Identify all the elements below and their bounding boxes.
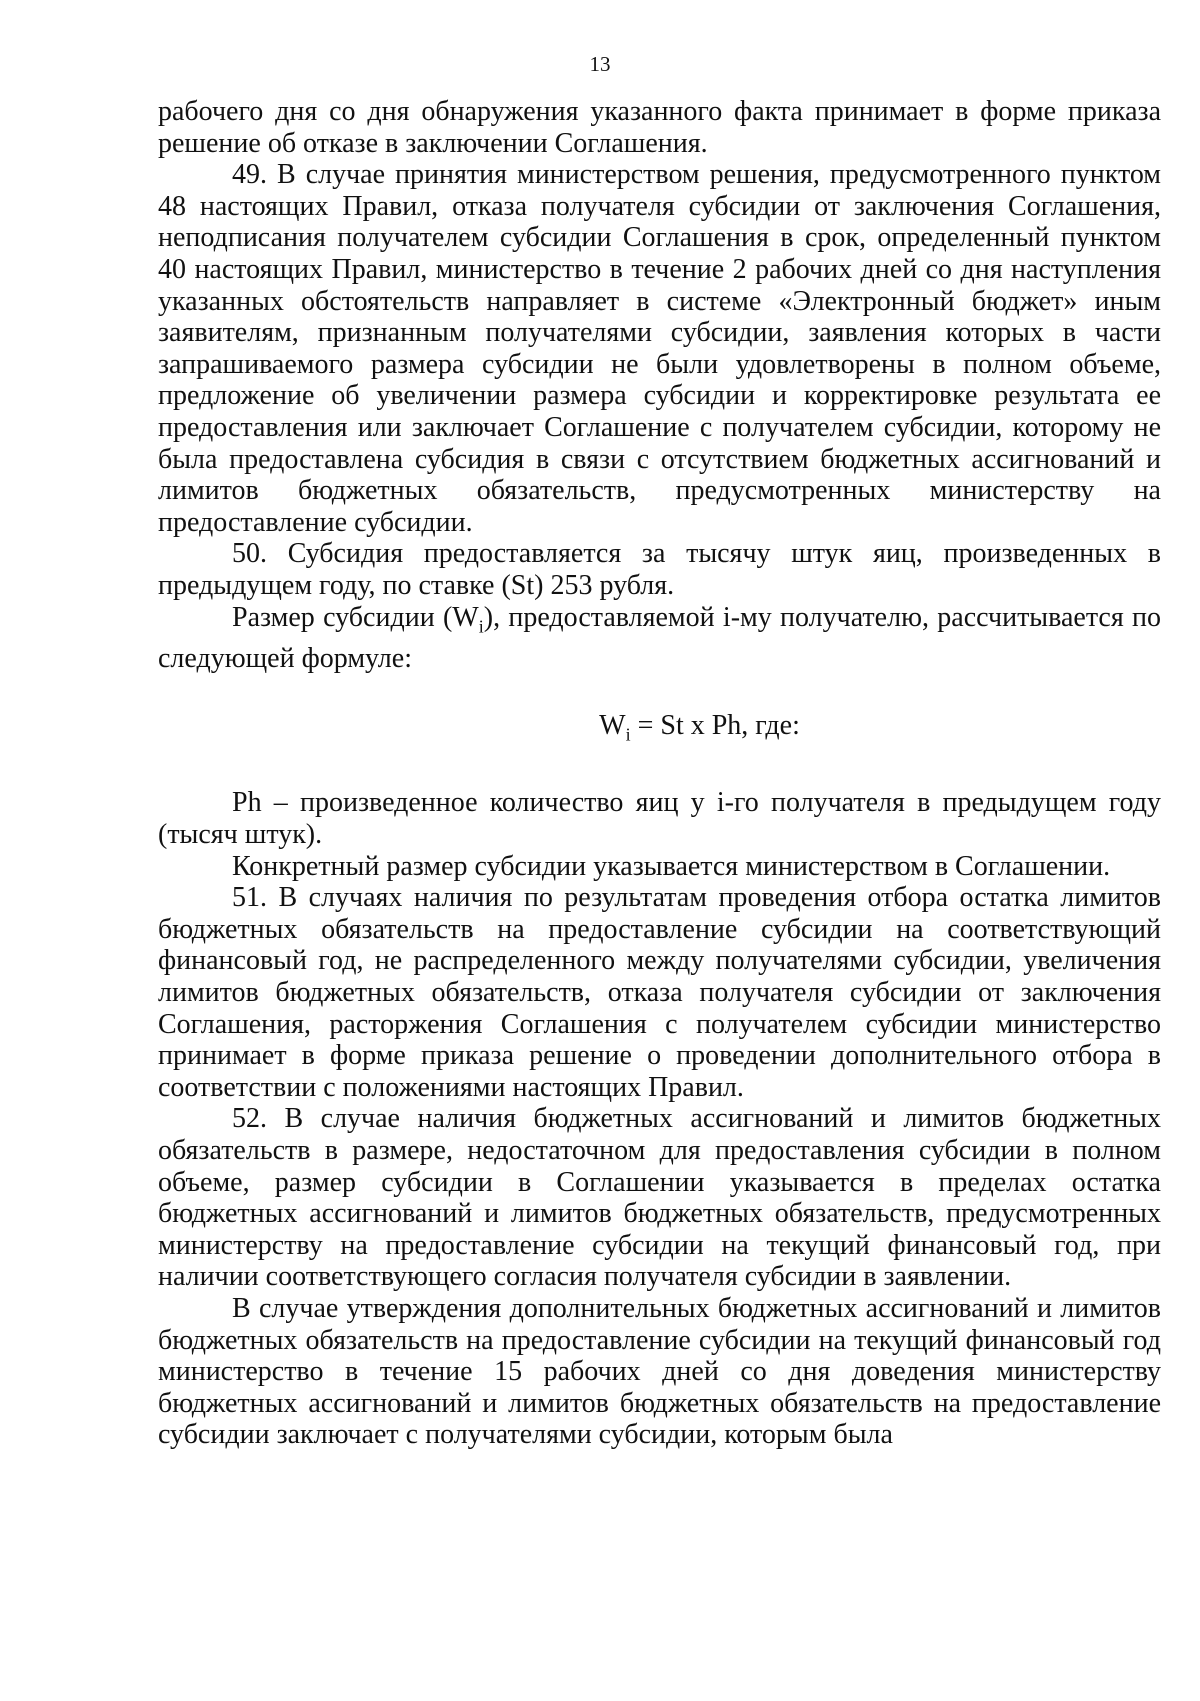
page-number: 13 [589, 52, 611, 76]
document-body [158, 96, 1161, 1451]
paragraph-52-additional: В случае утверждения дополнительных бюджетных ассигнований и лимитов бюджетных обязательств на предоставление субсидии на текущий финансовый год министерство в течение 15 рабочих дней со дня доведения министерству бюджетных ассигнований и лимитов бюджетных обязательств на предоставление субсидии заключает с получателями субсидии, которым была [158, 1292, 1161, 1451]
formula-subscript: i [625, 724, 631, 745]
formula [158, 710, 1161, 751]
formula-w: W [599, 710, 626, 742]
paragraph-52: 52. В случае наличия бюджетных ассигнований и лимитов бюджетных обязательств в размере, недостаточном для предоставления субсидии в полном объеме, размер субсидии в Соглашении указывается в пределах остатка бюджетных ассигнований и лимитов бюджетных обязательств, предусмотренных министерству на предоставление субсидии на текущий финансовый год, при наличии соответствующего согласия получателя субсидии в заявлении. [158, 1103, 1161, 1293]
paragraph-49: 49. В случае принятия министерством решения, предусмотренного пунктом 48 настоящих Правил, отказа получателя субсидии от заключения Соглашения, неподписания получателем субсидии Соглашения в срок, определенный пунктом 40 настоящих Правил, министерство в течение 2 рабочих дней со дня наступления указанных обстоятельств направляет в системе «Электронный бюджет» иным заявителям, признанным получателями субсидии, заявления которых в части запрашиваемого размера субсидии не были удовлетворены в полном объеме, предложение об увеличении размера субсидии и корректировке результата ее предоставления или заключает Соглашение с получателем субсидии, которому не была предоставлена субсидия в связи с отсутствием бюджетных ассигнований и лимитов бюджетных обязательств, предусмотренных министерству на предоставление субсидии. [158, 159, 1161, 538]
subsidy-size-text-before: Размер субсидии (W [232, 601, 479, 633]
paragraph-concrete-size: Конкретный размер субсидии указывается министерством в Соглашении. [232, 850, 1111, 882]
paragraph-continuation: рабочего дня со дня обнаружения указанного факта принимает в форме приказа решение об отказе в заключении Соглашения. [158, 96, 1161, 159]
paragraph-51: 51. В случаях наличия по результатам проведения отбора остатка лимитов бюджетных обязательств на предоставление субсидии на соответствующий финансовый год, не распределенного между получателями субсидии, увеличения лимитов бюджетных обязательств, отказа получателя субсидии от заключения Соглашения, расторжения Соглашения с получателем субсидии министерство принимает в форме приказа решение о проведении дополнительного отбора в соответствии с положениями настоящих Правил. [158, 882, 1161, 1103]
paragraph-50: 50. Субсидия предоставляется за тысячу штук яиц, произведенных в предыдущем году, по ставке (St) 253 рубля. [158, 538, 1161, 601]
subsidy-size-text-after: ), предоставляемой i-му получателю, рассчитывается по следующей формуле: [158, 601, 1161, 674]
formula-rest: = St x Ph, где: [630, 710, 800, 742]
paragraph-subsidy-size [158, 602, 1161, 675]
paragraph-ph-definition: Ph – произведенное количество яиц у i-го получателя в предыдущем году (тысяч штук). [158, 787, 1161, 851]
subsidy-size-subscript: i [478, 616, 484, 637]
